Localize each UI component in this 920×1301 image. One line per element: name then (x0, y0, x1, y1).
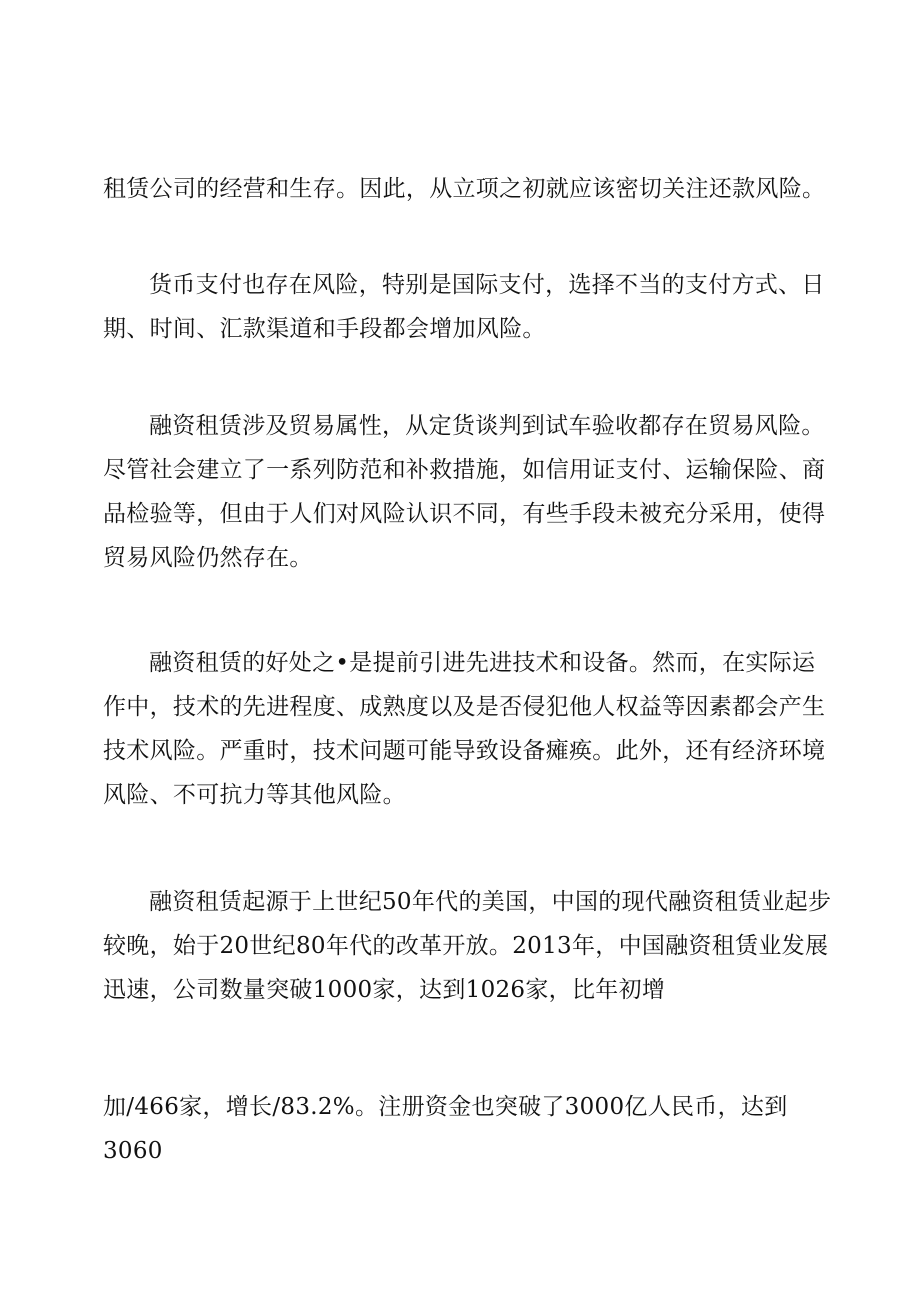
paragraph-leasing-history: 融资租赁起源于上世纪50年代的美国，中国的现代融资租赁业起步较晚，始于20世纪80年代的改革开放。2013年，中国融资租赁业发展迅速，公司数量突破1000家，达到1026家，比年初增 (103, 889, 832, 1003)
paragraph-trade-risk: 融资租赁涉及贸易属性，从定货谈判到试车验收都存在贸易风险。尽管社会建立了一系列防范和补救措施，如信用证支付、运输保险、商品检验等，但由于人们对风险认识不同，有些手段未被充分采用，使得贸易风险仍然存在。 (103, 413, 826, 571)
paragraph-repayment-risk: 租赁公司的经营和生存。因此，从立项之初就应该密切关注还款风险。 (103, 176, 826, 202)
paragraph-registered-capital: 加/466家，增长/83.2%。注册资金也突破了3000亿人民币，达到3060 (103, 1094, 788, 1164)
paragraph-currency-payment-risk: 货币支付也存在风险，特别是国际支付，选择不当的支付方式、日期、时间、汇款渠道和手段都会增加风险。 (103, 272, 825, 342)
paragraph-technology-risk: 融资租赁的好处之•是提前引进先进技术和设备。然而，在实际运作中，技术的先进程度、成熟度以及是否侵犯他人权益等因素都会产生技术风险。严重时，技术问题可能导致设备瘫痪。此外，还有经济环境风险、不可抗力等其他风险。 (103, 650, 826, 808)
